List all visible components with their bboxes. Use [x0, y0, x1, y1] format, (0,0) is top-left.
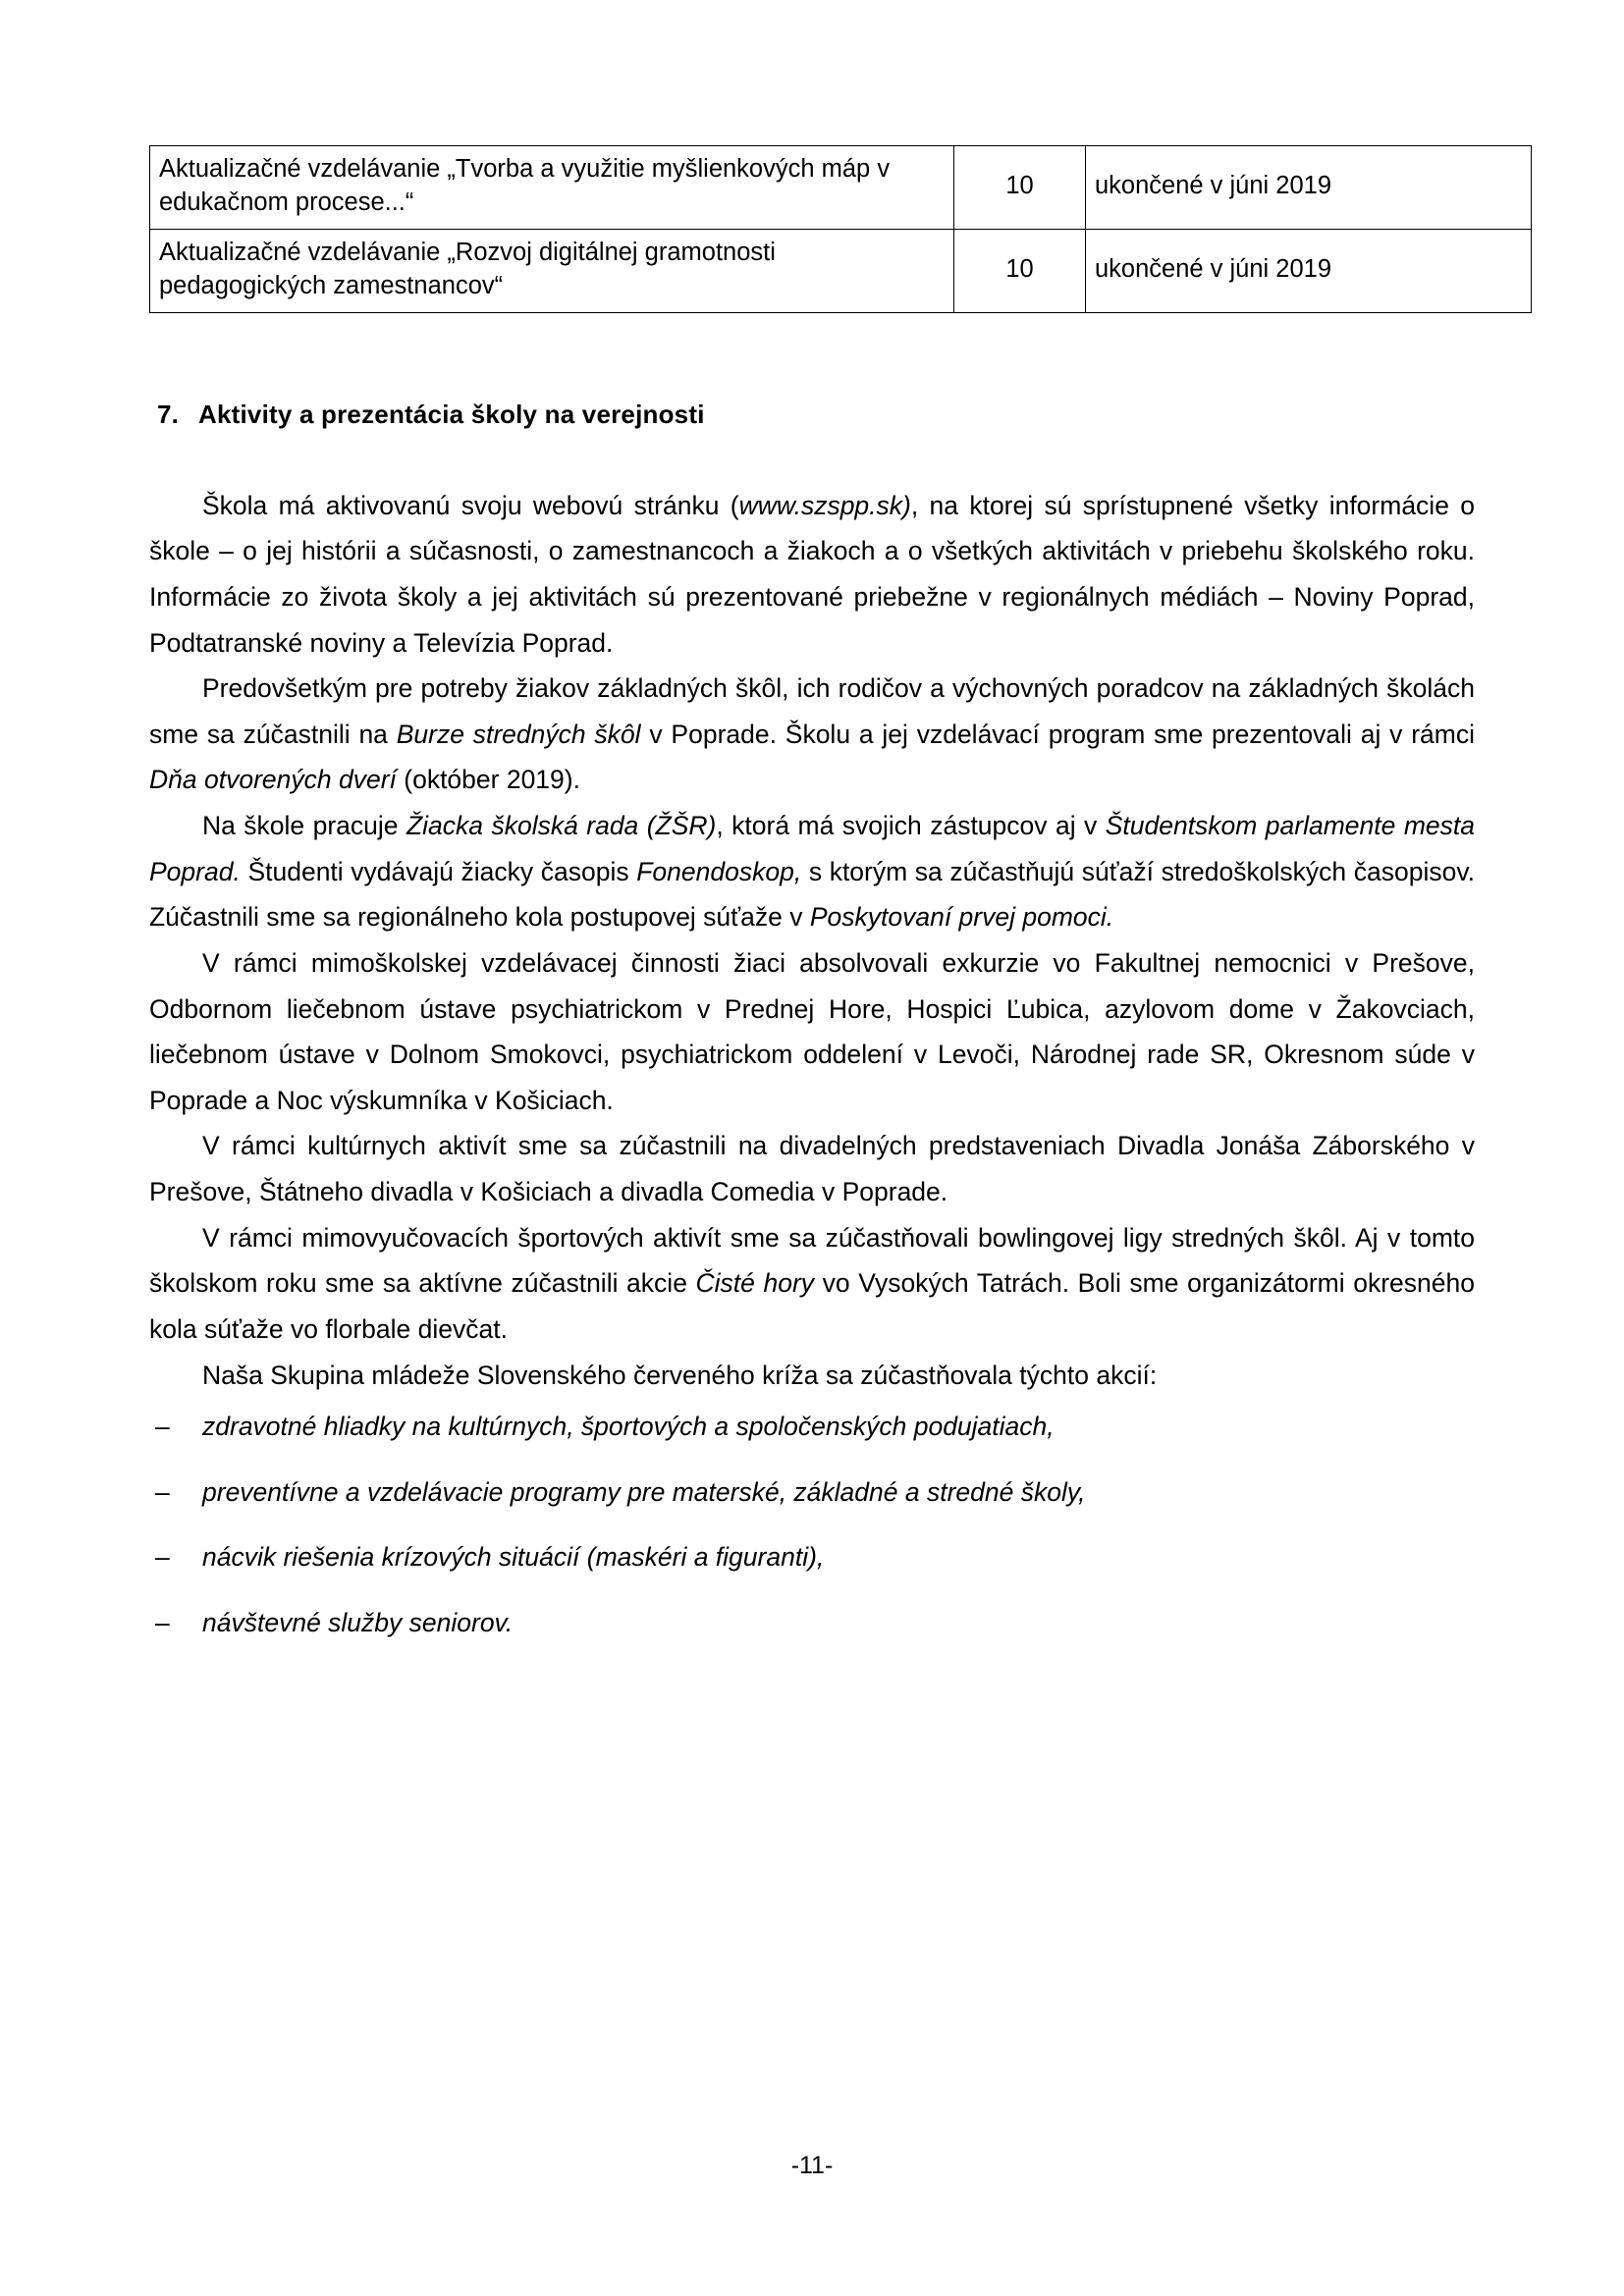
- paragraph-recruitment: [149, 666, 1475, 803]
- paragraph-excursions: V rámci mimoškolskej vzdelávacej činnosti žiaci absolvovali exkurzie vo Fakultnej nemocnici v Prešove, Odbornom liečebnom ústave psychiatrickom v Prednej Hore, Hospici Ľubica, azylovom dome v Žakovciach, liečebnom ústave v Dolnom Smokovci, psychiatrickom oddelení v Levoči, Národnej rade SR, Okresnom súde v Poprade a Noc výskumníka v Košiciach.: [149, 947, 1475, 1115]
- section-number: 7.: [157, 399, 180, 429]
- list-item-label: preventívne a vzdelávacie programy pre materské, základné a stredné školy,: [202, 1476, 1086, 1507]
- paragraph-text: , ktorá má svojich zástupcov aj v: [716, 811, 1106, 840]
- courses-table: [149, 145, 1532, 313]
- section-heading: [157, 400, 1475, 430]
- activities-list: [149, 1404, 1475, 1646]
- course-count: 10: [954, 146, 1086, 230]
- paragraph-text: V rámci mimovyučovacích športových aktivít sme sa zúčastňovali bowlingovej ligy stredných škôl. Aj v tomto školskom roku sme sa aktívne zúčastnili akcie: [149, 1222, 1475, 1299]
- course-name: Aktualizačné vzdelávanie „Rozvoj digitálnej gramotnosti pedagogických zamestnancov“: [150, 229, 954, 312]
- list-item: [149, 1404, 1475, 1450]
- emphasis-text: Burze stredných škôl: [396, 719, 641, 749]
- page-number: -11-: [790, 2152, 834, 2179]
- paragraph-text: Škola má aktivovanú svoju webovú stránku (: [202, 490, 739, 520]
- table-row: [150, 146, 1532, 230]
- section-title: Aktivity a prezentácia školy na verejnosti: [198, 399, 705, 429]
- emphasis-text: Čisté hory: [695, 1268, 815, 1299]
- emphasis-text: Dňa otvorených dverí: [149, 765, 397, 795]
- list-item-label: návštevné služby seniorov.: [202, 1608, 514, 1637]
- paragraph-text: , na ktorej sú sprístupnené všetky informácie o škole – o jej histórii a súčasnosti, o zamestnancoch a žiakoch a o všetkých aktivitách v priebehu školského roku. Informácie zo života školy a jej aktivitách sú prezentované priebežne v regionálnych médiách – Noviny Poprad, Podtatranské noviny a Televízia Poprad.: [149, 490, 1475, 658]
- emphasis-text: Fonendoskop,: [636, 856, 802, 886]
- course-status: ukončené v júni 2019: [1086, 146, 1532, 230]
- paragraph-text: v Poprade. Školu a jej vzdelávací program sme prezentovali aj v rámci: [640, 719, 1475, 749]
- paragraph-sports: [149, 1215, 1475, 1353]
- paragraph-text: s ktorým sa zúčastňujú súťaží stredoškolských časopisov. Zúčastnili sme sa regionálneho kola postupovej súťaže v: [149, 856, 1475, 933]
- paragraph-culture: V rámci kultúrnych aktivít sme sa zúčastnili na divadelných predstaveniach Divadla Jonáša Záborského v Prešove, Štátneho divadla v Košiciach a divadla Comedia v Poprade.: [149, 1131, 1475, 1206]
- paragraph-text: Predovšetkým pre potreby žiakov základných škôl, ich rodičov a výchovných poradcov na základných školách sme sa zúčastnili na: [149, 673, 1475, 749]
- dash-bullet: –: [155, 1412, 170, 1442]
- emphasis-text: Žiacka školská rada (ŽŠR): [406, 811, 717, 840]
- list-item: [149, 1600, 1475, 1646]
- table-row: [150, 229, 1532, 312]
- paragraph-text: Na škole pracuje: [202, 811, 406, 840]
- course-status: ukončené v júni 2019: [1086, 229, 1532, 312]
- course-count: 10: [954, 229, 1086, 312]
- dash-bullet: –: [155, 1542, 170, 1573]
- paragraph-red-cross: Naša Skupina mládeže Slovenského červeného kríža sa zúčastňovala týchto akcií:: [202, 1360, 1158, 1390]
- emphasis-text: Poskytovaní prvej pomoci.: [809, 902, 1114, 933]
- dash-bullet: –: [155, 1608, 170, 1637]
- document-body: [149, 483, 1475, 1646]
- paragraph-text: (október 2019).: [396, 765, 580, 795]
- website-url: www.szspp.sk): [738, 490, 911, 520]
- paragraph-text: Študenti vydávajú žiacky časopis: [240, 856, 637, 886]
- paragraph-website: [149, 483, 1475, 667]
- paragraph-student-council: [149, 803, 1475, 940]
- paragraph-text: vo Vysokých Tatrách. Boli sme organizátormi okresného kola súťaže vo florbale dievčat.: [149, 1268, 1475, 1344]
- list-item-label: zdravotné hliadky na kultúrnych, športových a spoločenských podujatiach,: [202, 1412, 1055, 1442]
- list-item-label: nácvik riešenia krízových situácií (maskéri a figuranti),: [202, 1542, 825, 1573]
- list-item: [149, 1469, 1475, 1516]
- emphasis-text: Študentskom parlamente mesta Poprad.: [149, 811, 1475, 886]
- dash-bullet: –: [155, 1476, 170, 1507]
- course-name: Aktualizačné vzdelávanie „Tvorba a využitie myšlienkových máp v edukačnom procese...“: [150, 146, 954, 230]
- list-item: [149, 1534, 1475, 1580]
